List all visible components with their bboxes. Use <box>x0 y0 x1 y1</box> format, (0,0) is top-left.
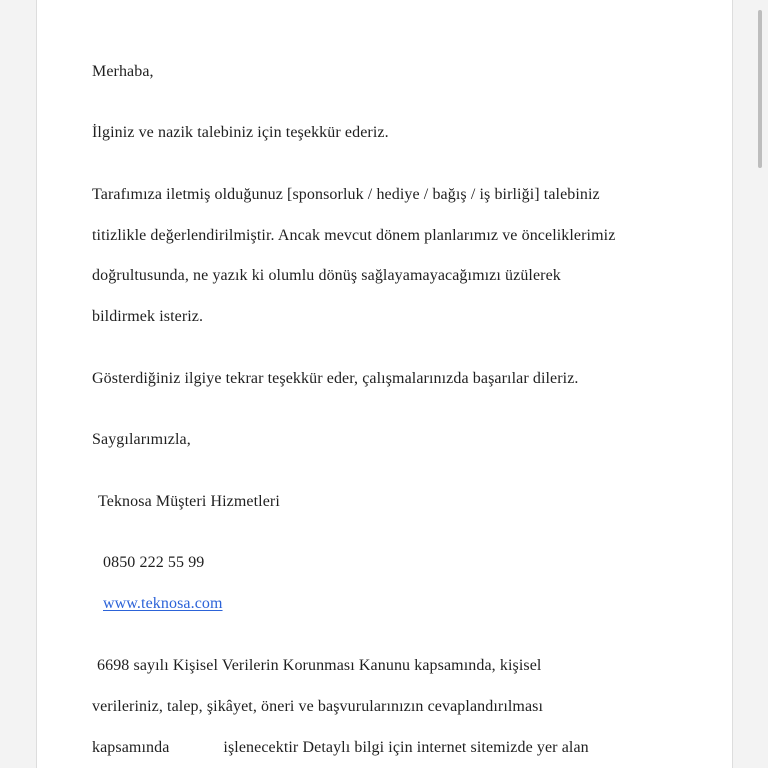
message-paragraph-line-3: doğrultusunda, ne yazık ki olumlu dönüş sağlayamayacağımızı üzülerek <box>92 267 561 284</box>
privacy-notice-line-3-part-2: işlenecektir Detaylı bilgi için internet sitemizde yer alan <box>223 739 589 756</box>
privacy-notice-line-1: 6698 sayılı Kişisel Verilerin Korunması Kanunu kapsamında, kişisel <box>97 657 542 674</box>
signoff-text: Saygılarımızla, <box>92 431 191 448</box>
message-paragraph-line-4: bildirmek isteriz. <box>92 308 204 325</box>
thanks-text: İlginiz ve nazik talebiniz için teşekkür ederiz. <box>92 124 389 141</box>
signature-name: Teknosa Müşteri Hizmetleri <box>98 493 280 510</box>
vertical-scrollbar[interactable] <box>756 0 764 768</box>
website-link[interactable]: www.teknosa.com <box>103 595 223 612</box>
privacy-notice-line-3 <box>92 738 589 758</box>
privacy-notice-line-3-part-1: kapsamında <box>92 739 170 756</box>
email-body-sheet <box>36 0 733 768</box>
closing-thanks-text: Gösterdiğiniz ilgiye tekrar teşekkür eder, çalışmalarınızda başarılar dileriz. <box>92 370 579 387</box>
phone-number: 0850 222 55 99 <box>103 554 205 571</box>
message-paragraph-line-1: Tarafımıza iletmiş olduğunuz [sponsorluk / hediye / bağış / iş birliği] talebiniz <box>92 186 600 203</box>
privacy-notice-line-2: verileriniz, talep, şikâyet, öneri ve başvurularınızın cevaplandırılması <box>92 698 544 715</box>
scrollbar-thumb[interactable] <box>758 10 762 168</box>
message-paragraph-line-2: titizlikle değerlendirilmiştir. Ancak mevcut dönem planlarımız ve önceliklerimiz <box>92 227 616 244</box>
greeting-text: Merhaba, <box>92 63 154 80</box>
